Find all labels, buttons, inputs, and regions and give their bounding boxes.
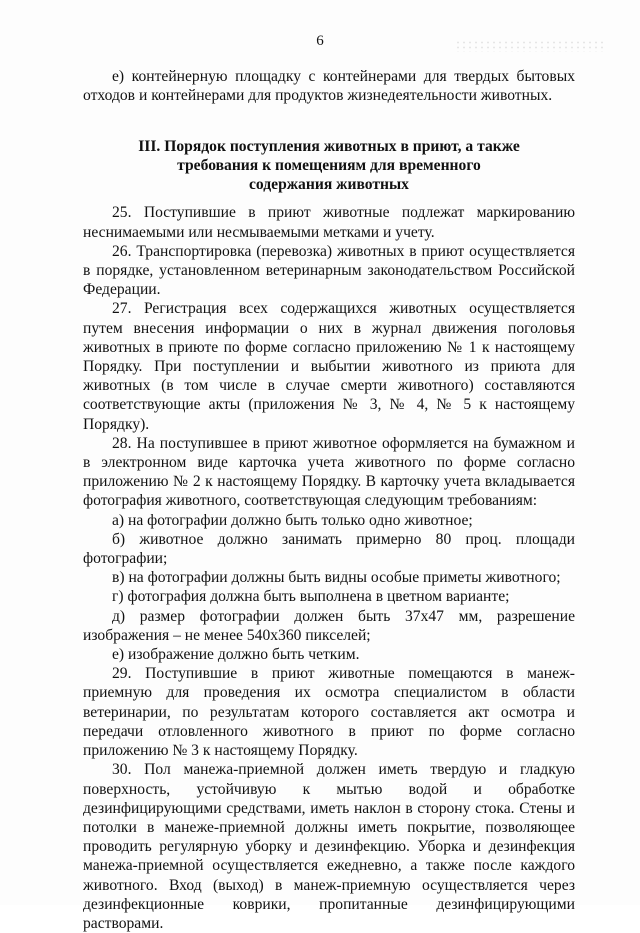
paragraph-26: 26. Транспортировка (перевозка) животных в приют осуществляется в порядке, установленном ветеринарным законодательством Российской Федерации. bbox=[83, 242, 575, 299]
section-heading-line-3: содержания животных bbox=[249, 176, 409, 194]
paragraph-28-item-a: а) на фотографии должно быть только одно животное; bbox=[112, 511, 473, 529]
section-heading bbox=[83, 137, 575, 194]
paragraph-29: 29. Поступившие в приют животные помещаются в манеж-приемную для проведения их осмотра специалистом в области ветеринарии, по результатам которого составляется акт осмотра и передачи отловленного животного в приют по форме согласно приложению № 3 к настоящему Порядку. bbox=[83, 665, 575, 760]
section-heading-line-1: III. Порядок поступления животных в приют, а также bbox=[138, 138, 520, 156]
paragraph-30: 30. Пол манежа-приемной должен иметь твердую и гладкую поверхность, устойчивую к мытью водой и обработке дезинфицирующими средствами, иметь наклон в сторону стока. Стены и потолки в манеже-приемной должны иметь покрытие, позволяющее проводить регулярную уборку и дезинфекцию. Уборка и дезинфекция манежа-приемной осуществляется ежедневно, а также после каждого животного. Вход (выход) в манеж-приемную осуществляется через дезинфекционные коврики, пропитанные дезинфицирующими растворами. bbox=[83, 761, 575, 932]
paragraph-28: 28. На поступившее в приют животное оформляется на бумажном и в электронном виде карточка учета животного по форме согласно приложению № 2 к настоящему Порядку. В карточку учета вкладывается фотография животного, соответствующая следующим требованиям: bbox=[83, 434, 575, 510]
paragraph-28-item-v: в) на фотографии должны быть видны особые приметы животного; bbox=[112, 569, 561, 587]
intro-paragraph: е) контейнерную площадку с контейнерами для твердых бытовых отходов и контейнерами для продуктов жизнедеятельности животных. bbox=[83, 68, 575, 105]
paragraph-27: 27. Регистрация всех содержащихся животных осуществляется путем внесения информации о них в журнал движения поголовья животных в приюте по форме согласно приложению № 1 к настоящему Порядку. При поступлении и выбытии животного из приюта для животных (в том числе в случае смерти животного) составляются соответствующие акты (приложения № 3, № 4, № 5 к настоящему Порядку). bbox=[83, 300, 575, 433]
page-number: 6 bbox=[316, 33, 324, 49]
paragraph-28-item-g: г) фотография должна быть выполнена в цветном варианте; bbox=[112, 588, 510, 606]
paragraph-28-item-d: д) размер фотографии должен быть 37x47 мм, разрешение изображения – не менее 540x360 пикселей; bbox=[83, 607, 575, 644]
document-body bbox=[83, 67, 575, 933]
section-heading-line-2: требования к помещениям для временного bbox=[177, 157, 481, 175]
paragraph-25: 25. Поступившие в приют животные подлежат маркированию неснимаемыми или несмываемыми метками и учету. bbox=[83, 204, 575, 241]
paragraph-28-item-b: б) животное должно занимать примерно 80 проц. площади фотографии; bbox=[83, 530, 575, 568]
paragraph-28-item-e: е) изображение должно быть четким. bbox=[112, 646, 360, 664]
